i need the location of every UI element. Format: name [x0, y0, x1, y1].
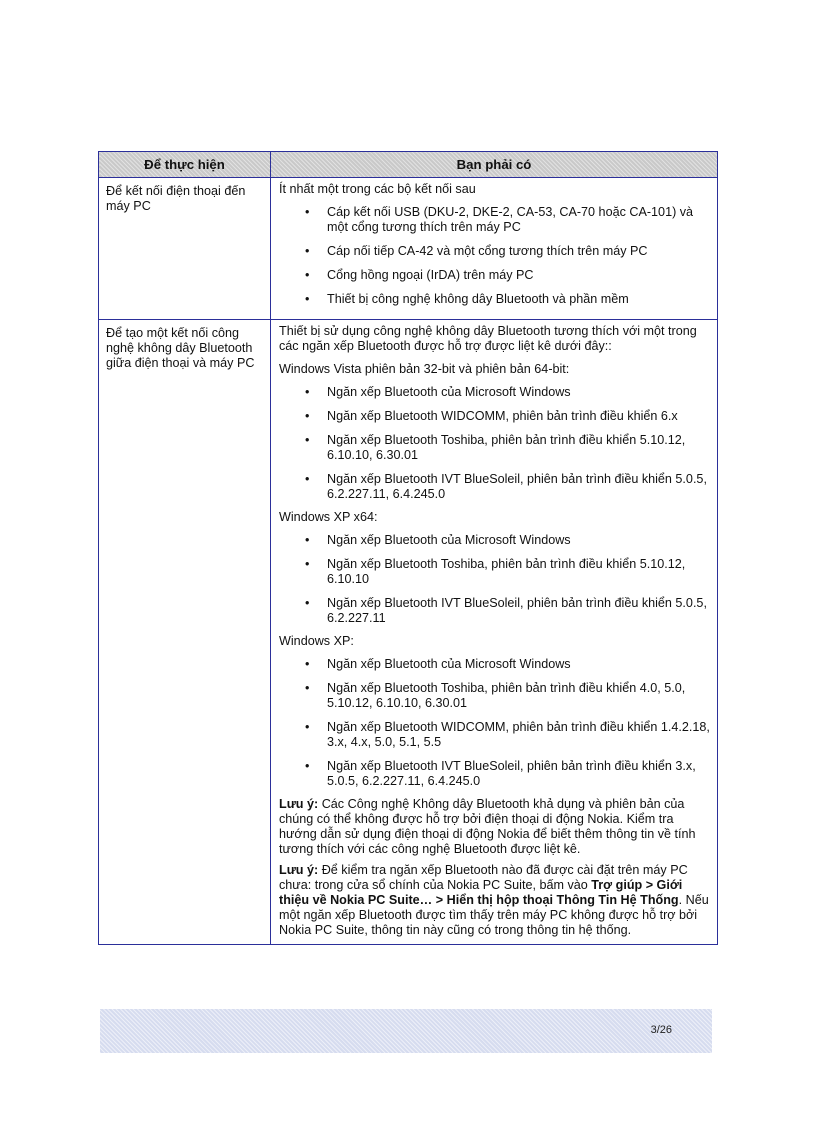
note-text-before: Để kiểm tra ngăn xếp Bluetooth nào đã được cài đặt trên máy PC chưa: trong cửa sổ chính của Nokia PC Suite, bấm vào — [279, 863, 688, 892]
list-item: • Ngăn xếp Bluetooth của Microsoft Windows — [279, 657, 713, 672]
connector-intro: Ít nhất một trong các bộ kết nối sau — [279, 182, 476, 196]
header-requirement: Bạn phải có — [271, 152, 718, 178]
list-item: • Ngăn xếp Bluetooth IVT BlueSoleil, phiên bản trình điều khiển 5.0.5, 6.2.227.11, 6.4.245.0 — [279, 472, 713, 502]
table-row — [99, 178, 718, 320]
xp-stack-list — [279, 657, 713, 789]
menu-path: Trợ giúp > Giới thiệu về Nokia PC Suite… > Hiển thị hộp thoại Thông Tin Hệ Thống — [279, 878, 683, 907]
page-footer — [100, 1009, 712, 1053]
note-compatibility — [279, 797, 713, 857]
list-item: • Cáp kết nối USB (DKU-2, DKE-2, CA-53, CA-70 hoặc CA-101) và một cổng tương thích trên máy PC — [279, 205, 713, 235]
note-text: Các Công nghệ Không dây Bluetooth khả dụng và phiên bản của chúng có thể không được hỗ trợ bởi điện thoại di động Nokia. Kiểm tra hướng dẫn sử dụng điện thoại di động Nokia để biết thêm thông tin về tính tương thích với các công nghệ Bluetooth được liệt kê. — [279, 797, 696, 856]
list-item: • Ngăn xếp Bluetooth Toshiba, phiên bản trình điều khiển 5.10.12, 6.10.10, 6.30.01 — [279, 433, 713, 463]
os-label-vista: Windows Vista phiên bản 32-bit và phiên bản 64-bit: — [279, 362, 570, 376]
note-check-stack — [279, 863, 713, 938]
list-item: • Cáp nối tiếp CA-42 và một cổng tương thích trên máy PC — [279, 244, 713, 259]
table-row — [99, 320, 718, 945]
list-item: • Thiết bị công nghệ không dây Bluetooth và phần mềm — [279, 292, 713, 307]
os-label-xp64: Windows XP x64: — [279, 510, 378, 524]
list-item: • Ngăn xếp Bluetooth IVT BlueSoleil, phiên bản trình điều khiển 5.0.5, 6.2.227.11 — [279, 596, 713, 626]
note-label: Lưu ý: — [279, 863, 319, 877]
list-item: • Ngăn xếp Bluetooth của Microsoft Windows — [279, 385, 713, 400]
list-item: • Ngăn xếp Bluetooth WIDCOMM, phiên bản trình điều khiển 6.x — [279, 409, 713, 424]
table-header-row — [99, 152, 718, 178]
requirement-bluetooth — [271, 320, 718, 945]
page-number: 3/26 — [650, 1024, 672, 1036]
note-text-after: . Nếu một ngăn xếp Bluetooth được tìm thấy trên máy PC không được hỗ trợ bởi Nokia PC Suite, thông tin này cũng có trong thông tin hệ thống. — [279, 893, 709, 937]
list-item: • Ngăn xếp Bluetooth của Microsoft Windows — [279, 533, 713, 548]
note-label: Lưu ý: — [279, 797, 319, 811]
task-bluetooth: Để tạo một kết nối công nghệ không dây Bluetooth giữa điện thoại và máy PC — [99, 320, 271, 945]
list-item: • Cổng hồng ngoại (IrDA) trên máy PC — [279, 268, 713, 283]
list-item: • Ngăn xếp Bluetooth Toshiba, phiên bản trình điều khiển 4.0, 5.0, 5.10.12, 6.10.10, 6.30.01 — [279, 681, 713, 711]
header-task: Để thực hiện — [99, 152, 271, 178]
requirement-connect-pc — [271, 178, 718, 320]
list-item: • Ngăn xếp Bluetooth WIDCOMM, phiên bản trình điều khiển 1.4.2.18, 3.x, 4.x, 5.0, 5.1, 5.5 — [279, 720, 713, 750]
requirements-table — [98, 151, 718, 945]
list-item: • Ngăn xếp Bluetooth Toshiba, phiên bản trình điều khiển 5.10.12, 6.10.10 — [279, 557, 713, 587]
vista-stack-list — [279, 385, 713, 502]
bluetooth-intro: Thiết bị sử dụng công nghệ không dây Bluetooth tương thích với một trong các ngăn xếp Bluetooth được hỗ trợ được liệt kê dưới đây:: — [279, 324, 697, 353]
connector-list — [279, 205, 713, 307]
task-connect-pc: Để kết nối điện thoại đến máy PC — [99, 178, 271, 320]
xp64-stack-list — [279, 533, 713, 626]
os-label-xp: Windows XP: — [279, 634, 354, 648]
list-item: • Ngăn xếp Bluetooth IVT BlueSoleil, phiên bản trình điều khiển 3.x, 5.0.5, 6.2.227.11, 6.4.245.0 — [279, 759, 713, 789]
